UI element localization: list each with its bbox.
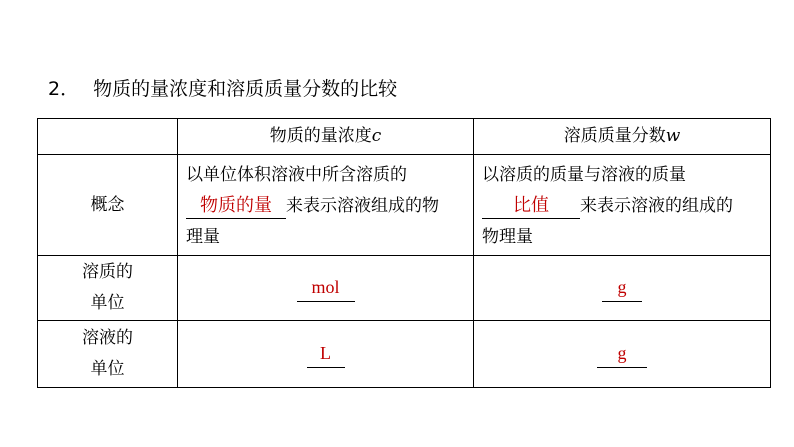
concept-w-cell xyxy=(474,155,771,256)
solution-unit-c-blank xyxy=(307,340,345,368)
solute-unit-w-cell xyxy=(474,256,771,321)
table-header-row xyxy=(38,119,771,155)
header-mass-fraction-symbol: w xyxy=(665,126,681,146)
solution-unit-w-blank xyxy=(597,340,647,368)
comparison-table xyxy=(37,118,771,388)
solute-unit-w-blank xyxy=(602,274,642,302)
header-mass-fraction xyxy=(474,119,771,155)
solute-unit-c-blank xyxy=(297,274,355,302)
header-mass-fraction-text: 溶质质量分数 xyxy=(563,126,666,146)
section-title: 物质的量浓度和溶质质量分数的比较 xyxy=(93,78,398,100)
row-label-solution-line1: 溶液的 xyxy=(82,328,133,348)
row-label-solution-unit xyxy=(38,321,178,388)
solution-unit-c-cell xyxy=(178,321,474,388)
row-label-solute-line1: 溶质的 xyxy=(82,262,133,282)
concept-w-line1: 以溶质的质量与溶液的质量 xyxy=(482,164,686,185)
concept-c-line3: 理量 xyxy=(186,226,220,247)
solute-unit-w-answer: g xyxy=(617,276,627,297)
header-molar-concentration xyxy=(178,119,474,155)
solution-unit-w-cell xyxy=(474,321,771,388)
solution-unit-w-answer: g xyxy=(617,342,627,363)
concept-c-answer: 物质的量 xyxy=(200,194,272,216)
row-label-concept: 概念 xyxy=(38,155,178,256)
concept-c-cell xyxy=(178,155,474,256)
section-number: 2． xyxy=(48,78,80,100)
header-molar-concentration-text: 物质的量浓度 xyxy=(269,126,372,146)
row-label-solution-line2: 单位 xyxy=(90,359,125,379)
concept-c-line1: 以单位体积溶液中所含溶质的 xyxy=(186,164,407,185)
table-row-solute-unit xyxy=(38,256,771,321)
row-label-solute-line2: 单位 xyxy=(90,293,125,313)
concept-c-blank xyxy=(186,194,286,219)
section-heading xyxy=(48,76,397,102)
solute-unit-c-answer: mol xyxy=(311,276,340,297)
row-label-solute-unit xyxy=(38,256,178,321)
header-molar-concentration-symbol: c xyxy=(371,126,382,146)
table-row-solution-unit xyxy=(38,321,771,388)
header-empty-cell xyxy=(38,119,178,155)
concept-w-line2: 来表示溶液的组成的 xyxy=(580,195,733,216)
concept-c-line2: 来表示溶液组成的物 xyxy=(286,195,439,216)
concept-w-blank xyxy=(482,194,580,219)
table-row-concept xyxy=(38,155,771,256)
concept-w-line3: 物理量 xyxy=(482,226,533,247)
solution-unit-c-answer: L xyxy=(320,342,331,363)
solute-unit-c-cell xyxy=(178,256,474,321)
concept-w-answer: 比值 xyxy=(513,194,549,216)
